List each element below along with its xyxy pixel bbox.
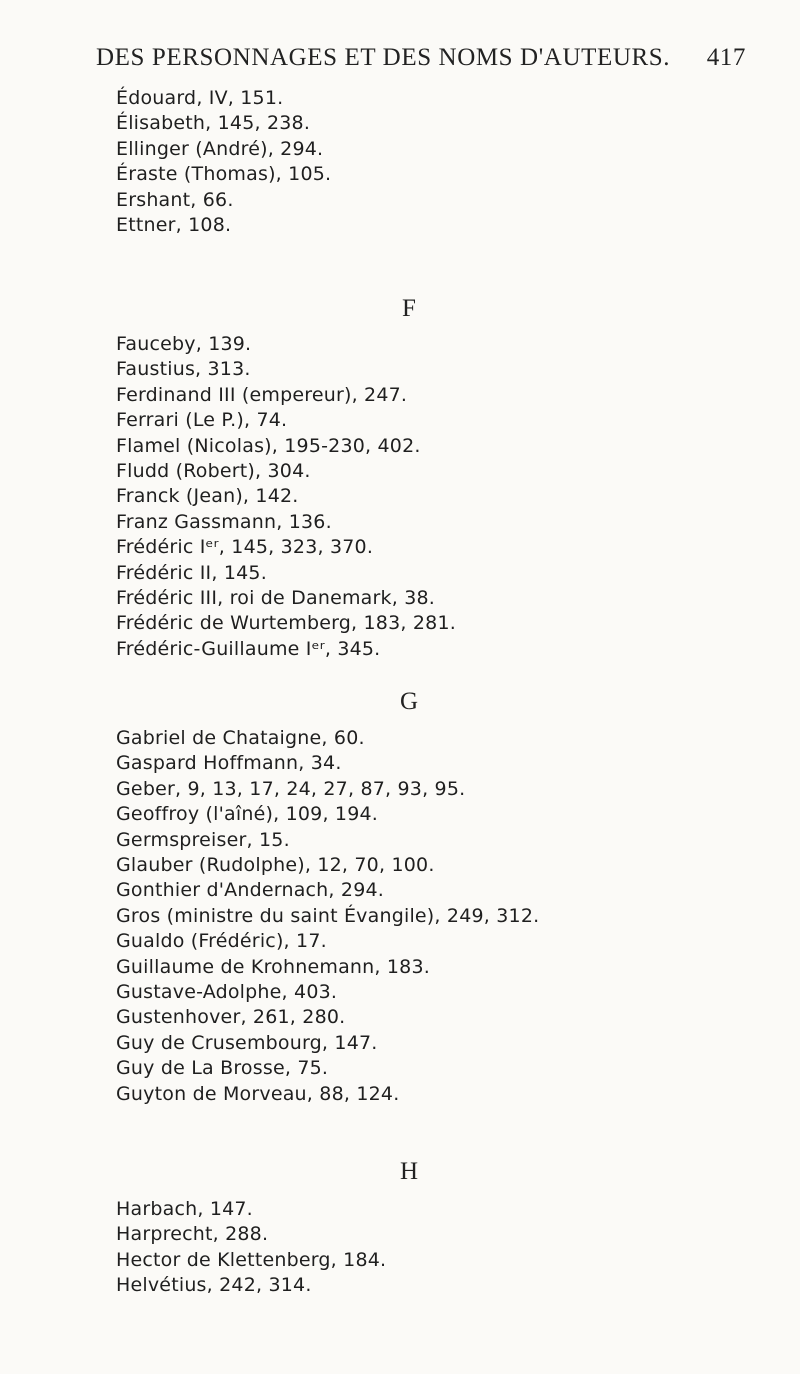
index-entry: Gustave-Adolphe, 403. [116,981,338,1004]
index-entry: Gonthier d'Andernach, 294. [116,879,385,902]
index-entry: Élisabeth, 145, 238. [116,112,311,135]
index-entry: Frédéric Iᵉʳ, 145, 323, 370. [116,536,374,559]
index-entry: Guy de La Brosse, 75. [116,1057,329,1080]
index-entry: Glauber (Rudolphe), 12, 70, 100. [116,854,435,877]
index-entry: Harbach, 147. [116,1198,253,1220]
index-entry: Gaspard Hoffmann, 34. [116,752,342,775]
index-entry: Édouard, IV, 151. [116,87,284,109]
index-entry: Geoffroy (l'aîné), 109, 194. [116,803,379,826]
index-entry: Germspreiser, 15. [116,828,290,851]
index-entry: Geber, 9, 13, 17, 24, 27, 87, 93, 95. [116,777,466,800]
index-entry: Gualdo (Frédéric), 17. [116,930,327,953]
index-section-g [116,726,756,1107]
index-section-e [116,86,756,238]
index-entry: Gustenhover, 261, 280. [116,1006,346,1029]
index-entry: Guy de Crusembourg, 147. [116,1031,378,1054]
running-head-title: DES PERSONNAGES ET DES NOMS D'AUTEURS. [96,44,671,71]
index-section-h [116,1197,756,1299]
index-entry: Frédéric-Guillaume Iᵉʳ, 345. [116,637,381,660]
index-entry: Flamel (Nicolas), 195-230, 402. [116,434,421,457]
index-entry: Frédéric de Wurtemberg, 183, 281. [116,612,456,635]
index-entry: Franck (Jean), 142. [116,485,299,508]
index-entry: Franz Gassmann, 136. [116,510,332,533]
index-entry: Frédéric II, 145. [116,561,267,584]
index-entry: Ferdinand III (empereur), 247. [116,383,408,406]
index-entry: Frédéric III, roi de Danemark, 38. [116,587,436,610]
page-number: 417 [706,44,746,71]
index-entry: Harprecht, 288. [116,1223,269,1246]
index-entry: Fludd (Robert), 304. [116,460,311,483]
section-letter-h: H [399,1158,419,1185]
running-head [96,44,746,72]
index-entry: Ferrari (Le P.), 74. [116,409,288,432]
index-entry: Fauceby, 139. [116,333,252,355]
index-entry: Guyton de Morveau, 88, 124. [116,1082,400,1105]
index-entry: Éraste (Thomas), 105. [116,163,332,186]
index-entry: Hector de Klettenberg, 184. [116,1248,387,1271]
section-letter-f: F [402,295,416,322]
index-entry: Ettner, 108. [116,214,232,237]
index-entry: Gabriel de Chataigne, 60. [116,727,365,749]
index-entry: Ellinger (André), 294. [116,137,324,160]
index-entry: Gros (ministre du saint Évangile), 249, 312. [116,904,540,927]
index-section-f [116,332,756,662]
index-entry: Guillaume de Krohnemann, 183. [116,955,430,978]
index-entry: Ershant, 66. [116,188,234,211]
index-entry: Faustius, 313. [116,358,251,381]
section-letter-g: G [399,688,419,715]
index-entry: Helvétius, 242, 314. [116,1274,312,1297]
